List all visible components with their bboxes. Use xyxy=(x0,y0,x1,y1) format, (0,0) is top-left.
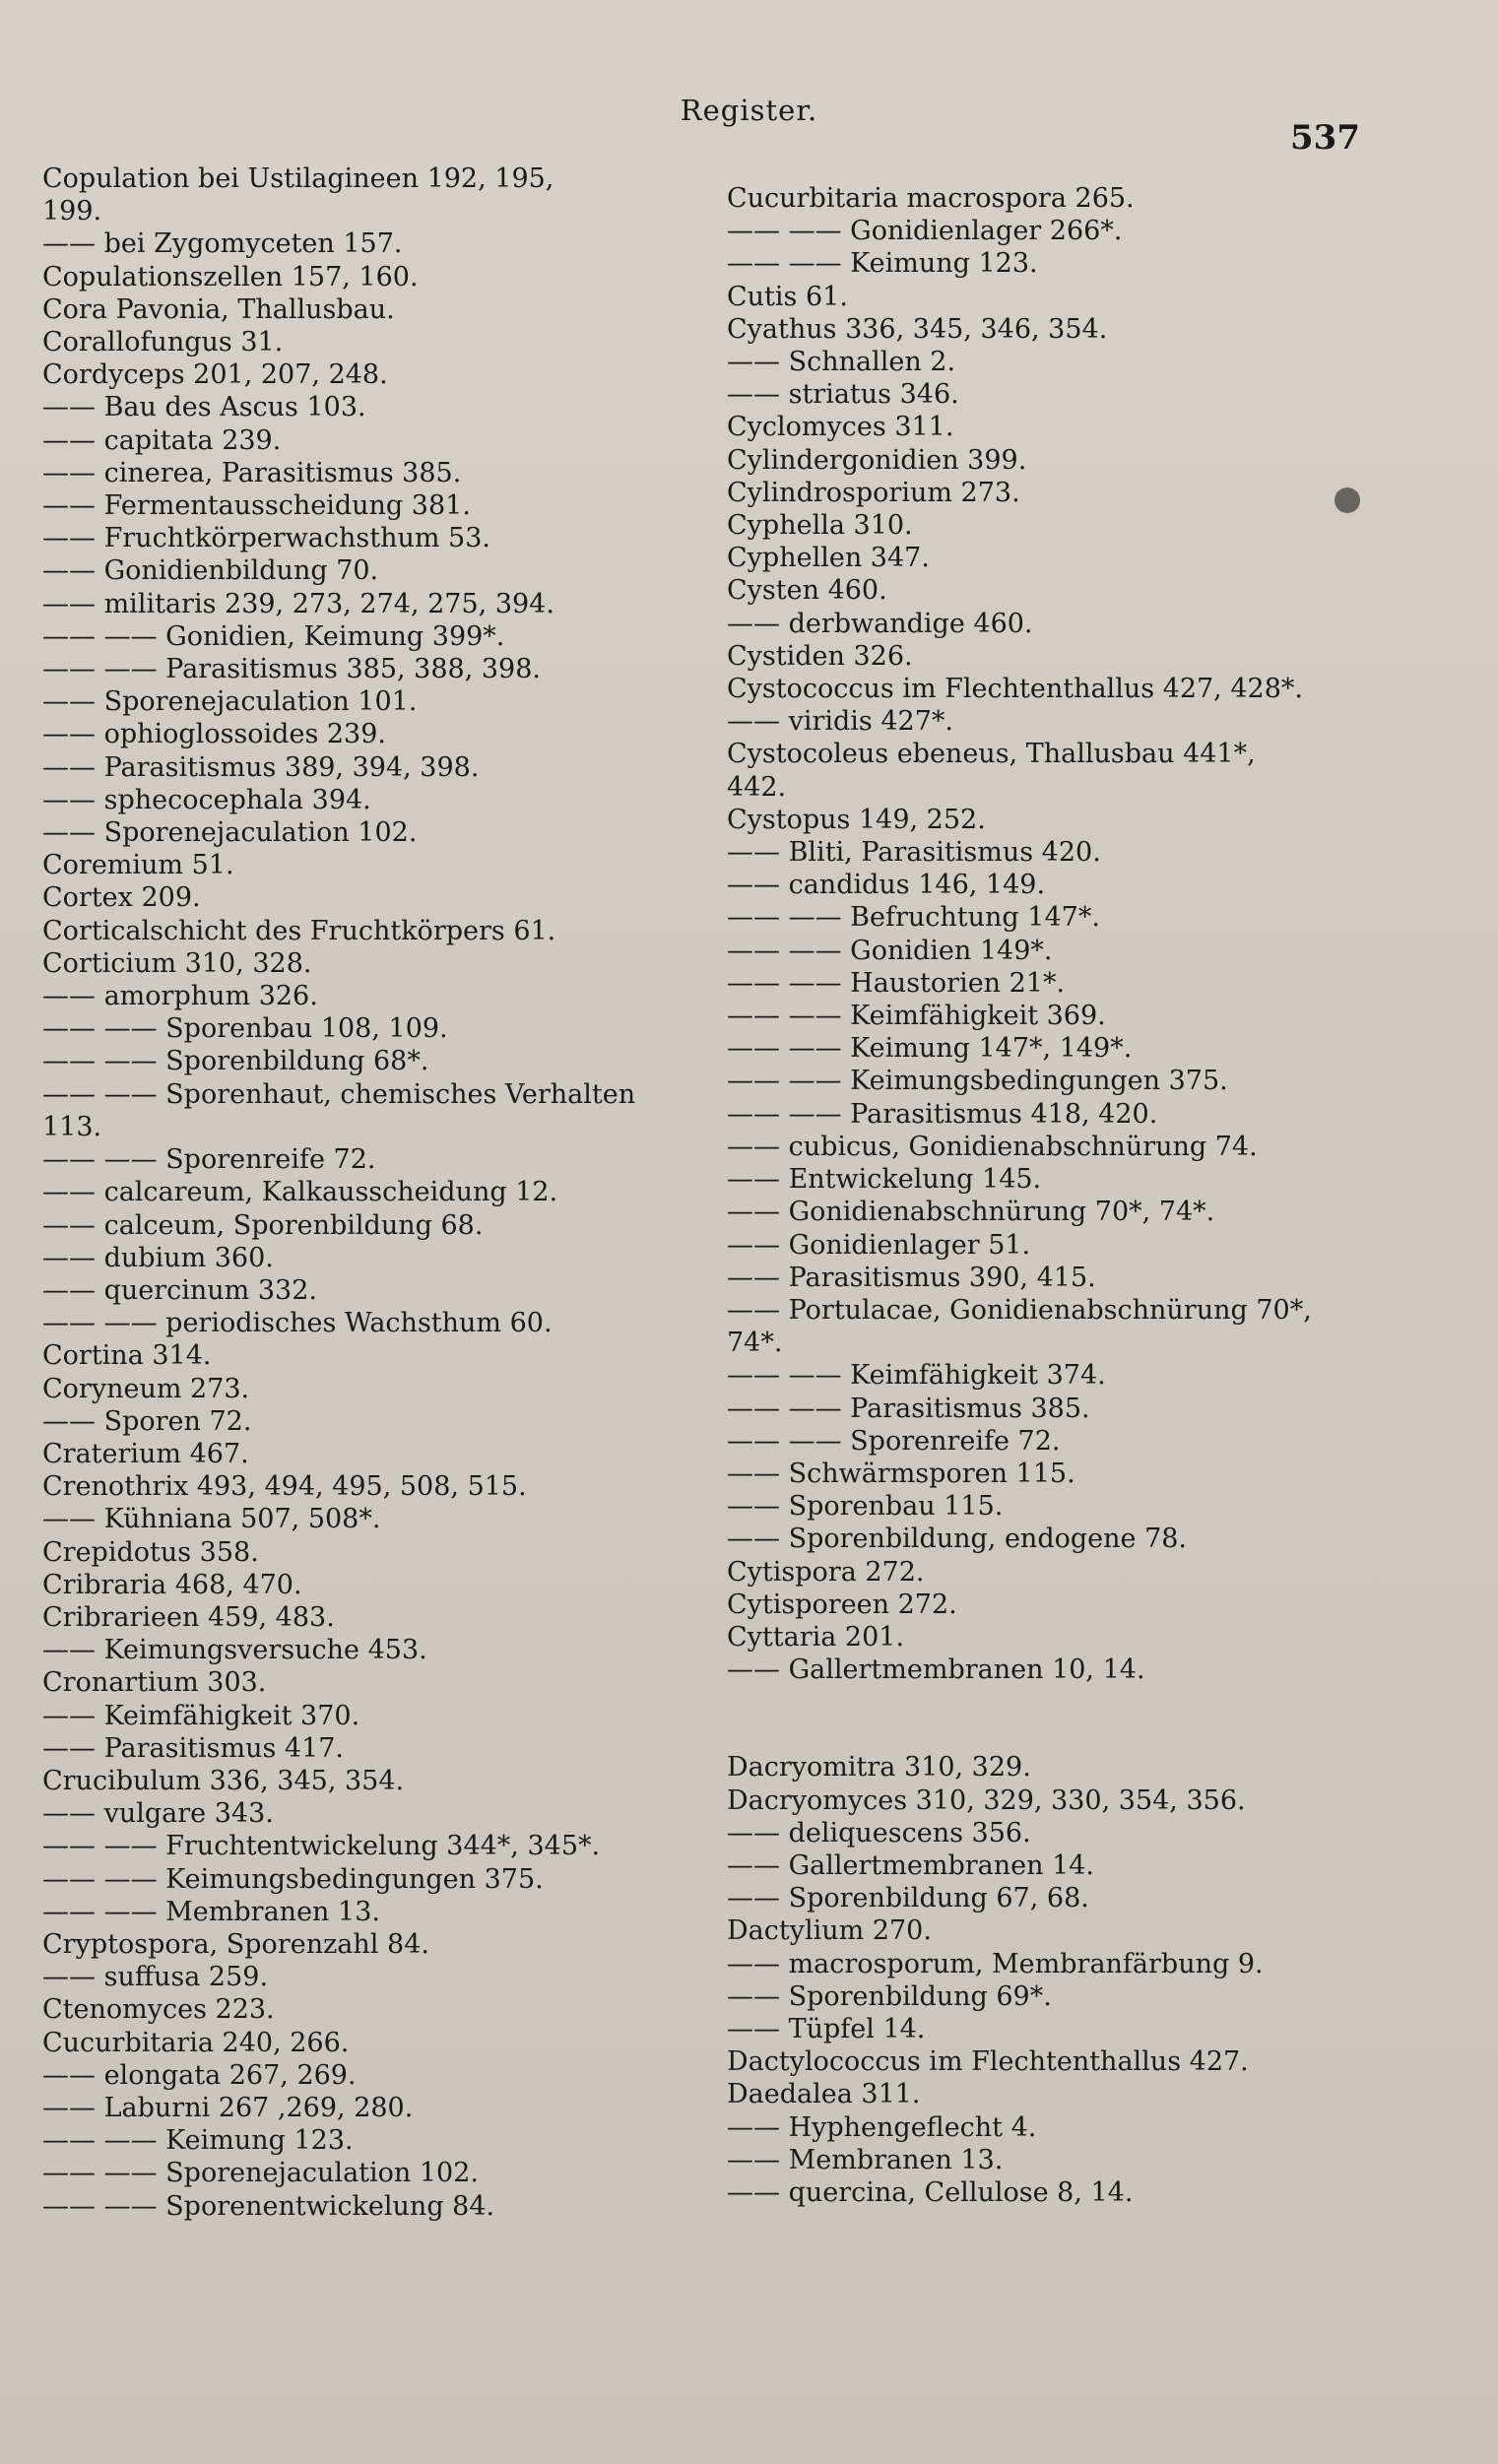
index-entry: —— —— Keimungsbedingungen 375. xyxy=(727,1066,1228,1097)
index-entry: —— —— Sporenbildung 68*. xyxy=(42,1046,429,1077)
index-entry: —— Parasitismus 390, 415. xyxy=(727,1262,1096,1293)
index-section-c xyxy=(727,182,1367,1686)
index-entry: —— —— Gonidienlager 266*. xyxy=(727,216,1123,247)
index-entry: —— capitata 239. xyxy=(42,424,282,456)
index-entry: Cystocoleus ebeneus, Thallusbau 441*, xyxy=(727,739,1256,770)
index-entry: —— quercinum 332. xyxy=(42,1274,317,1306)
index-entry: —— Portulacae, Gonidienabschnürung 70*, xyxy=(727,1294,1312,1326)
index-entry: —— —— Sporenreife 72. xyxy=(42,1144,376,1176)
index-entry: —— Gonidienbildung 70. xyxy=(42,555,379,587)
index-entry: —— Sporenejaculation 101. xyxy=(42,686,418,718)
index-entry: —— —— Gonidien, Keimung 399*. xyxy=(42,620,505,652)
index-entry: Corticalschicht des Fruchtkörpers 61. xyxy=(42,915,556,946)
index-entry: —— Schwärmsporen 115. xyxy=(727,1458,1075,1489)
index-entry: Craterium 467. xyxy=(42,1438,249,1469)
index-entry: —— Sporenbildung, endogene 78. xyxy=(727,1524,1188,1555)
index-entry: —— —— Keimung 123. xyxy=(42,2125,354,2157)
index-entry: —— suffusa 259. xyxy=(42,1962,269,1993)
index-entry: —— Parasitismus 389, 394, 398. xyxy=(42,751,480,783)
index-entry: Cystopus 149, 252. xyxy=(727,804,986,835)
index-entry: —— —— Sporenentwickelung 84. xyxy=(42,2190,495,2222)
index-entry: Cylindrosporium 273. xyxy=(727,477,1020,508)
index-entry: —— —— Keimung 123. xyxy=(727,248,1038,280)
index-entry: —— —— Sporenbau 108, 109. xyxy=(42,1013,448,1045)
index-entry: —— striatus 346. xyxy=(727,379,959,411)
index-entry: —— Hyphengeflecht 4. xyxy=(727,2111,1037,2143)
index-entry: Ctenomyces 223. xyxy=(42,1994,275,2026)
index-entry: —— Bliti, Parasitismus 420. xyxy=(727,837,1101,869)
index-entry: —— —— Sporenhaut, chemisches Verhalten xyxy=(42,1078,636,1110)
index-entry: 199. xyxy=(42,196,102,227)
index-entry: —— candidus 146, 149. xyxy=(727,870,1046,901)
index-entry: Cyphellen 347. xyxy=(727,543,930,574)
index-entry: —— —— Fruchtentwickelung 344*, 345*. xyxy=(42,1831,601,1862)
index-entry: Copulationszellen 157, 160. xyxy=(42,261,419,292)
index-entry: —— viridis 427*. xyxy=(727,706,953,738)
index-entry: —— Gallertmembranen 14. xyxy=(727,1849,1095,1881)
index-entry: 113. xyxy=(42,1111,102,1142)
running-head: Register. xyxy=(680,94,818,127)
index-entry: —— Sporen 72. xyxy=(42,1405,252,1437)
index-entry: —— Fruchtkörperwachsthum 53. xyxy=(42,523,490,554)
index-entry: —— —— Parasitismus 418, 420. xyxy=(727,1098,1158,1130)
ink-smudge xyxy=(1335,487,1360,513)
index-entry: Cordyceps 201, 207, 248. xyxy=(42,359,388,391)
index-entry: —— Sporenejaculation 102. xyxy=(42,817,418,849)
index-entry: Cribrarieen 459, 483. xyxy=(42,1601,335,1633)
index-entry: —— Sporenbau 115. xyxy=(727,1491,1004,1523)
index-entry: —— —— Haustorien 21*. xyxy=(727,967,1066,999)
index-entry: Dactylococcus im Flechtenthallus 427. xyxy=(727,2046,1249,2078)
index-entry: —— deliquescens 356. xyxy=(727,1817,1031,1848)
index-entry: Crepidotus 358. xyxy=(42,1536,259,1568)
index-entry: Cribraria 468, 470. xyxy=(42,1569,302,1600)
index-entry: —— —— Sporenejaculation 102. xyxy=(42,2158,479,2189)
index-entry: Cystiden 326. xyxy=(727,640,913,672)
index-entry: —— Gallertmembranen 10, 14. xyxy=(727,1654,1145,1686)
index-entry: Dacryomyces 310, 329, 330, 354, 356. xyxy=(727,1784,1246,1816)
index-entry: —— cubicus, Gonidienabschnürung 74. xyxy=(727,1131,1258,1162)
index-entry: —— Schnallen 2. xyxy=(727,347,956,378)
index-entry: —— —— Parasitismus 385, 388, 398. xyxy=(42,654,541,685)
index-entry: Cyclomyces 311. xyxy=(727,412,954,443)
index-entry: —— calcareum, Kalkausscheidung 12. xyxy=(42,1177,558,1208)
index-entry: —— Bau des Ascus 103. xyxy=(42,392,366,423)
index-section-d xyxy=(727,1751,1367,2209)
index-entry: Coryneum 273. xyxy=(42,1373,250,1404)
index-entry: —— —— Keimfähigkeit 374. xyxy=(727,1360,1106,1392)
index-entry: —— elongata 267, 269. xyxy=(42,2059,357,2091)
index-entry: Cyathus 336, 345, 346, 354. xyxy=(727,313,1108,345)
index-entry: Crenothrix 493, 494, 495, 508, 515. xyxy=(42,1471,527,1503)
index-entry: —— Entwickelung 145. xyxy=(727,1164,1042,1196)
index-entry: —— Gonidienlager 51. xyxy=(727,1229,1031,1261)
index-entry: —— Sporenbildung 67, 68. xyxy=(727,1883,1089,1914)
index-entry: Cysten 460. xyxy=(727,575,887,607)
index-entry: —— calceum, Sporenbildung 68. xyxy=(42,1209,484,1241)
index-entry: Cyttaria 201. xyxy=(727,1621,905,1653)
index-entry: —— —— Keimfähigkeit 369. xyxy=(727,1001,1106,1032)
index-entry: —— —— Parasitismus 385. xyxy=(727,1393,1090,1424)
index-entry: Corticium 310, 328. xyxy=(42,947,312,979)
index-entry: Dactylium 270. xyxy=(727,1915,932,1947)
page-number: 537 xyxy=(1290,118,1360,158)
index-entry: Cortina 314. xyxy=(42,1340,212,1372)
index-entry: Cucurbitaria 240, 266. xyxy=(42,2027,350,2058)
index-entry: Cytisporeen 272. xyxy=(727,1589,957,1620)
index-column-right xyxy=(727,182,1367,2209)
index-entry: —— militaris 239, 273, 274, 275, 394. xyxy=(42,588,554,619)
index-entry: —— Tüpfel 14. xyxy=(727,2013,926,2044)
index-entry: —— Laburni 267 ,269, 280. xyxy=(42,2092,414,2123)
index-entry: —— sphecocephala 394. xyxy=(42,784,371,815)
index-entry: —— amorphum 326. xyxy=(42,981,318,1012)
index-entry: —— Gonidienabschnürung 70*, 74*. xyxy=(727,1197,1215,1228)
index-entry: Daedalea 311. xyxy=(727,2079,921,2110)
index-entry: —— —— Membranen 13. xyxy=(42,1896,380,1927)
index-entry: —— derbwandige 460. xyxy=(727,608,1033,639)
index-entry: —— Sporenbildung 69*. xyxy=(727,1980,1052,2012)
index-entry: Crucibulum 336, 345, 354. xyxy=(42,1765,405,1796)
index-entry: Cystococcus im Flechtenthallus 427, 428*. xyxy=(727,674,1303,705)
index-entry: —— Keimfähigkeit 370. xyxy=(42,1700,360,1731)
index-entry: —— —— periodisches Wachsthum 60. xyxy=(42,1308,553,1339)
index-entry: —— Parasitismus 417. xyxy=(42,1732,345,1764)
index-entry: —— —— Sporenreife 72. xyxy=(727,1425,1061,1457)
index-entry: 74*. xyxy=(727,1328,783,1359)
index-column-left xyxy=(42,162,683,2223)
index-entry: Coremium 51. xyxy=(42,850,234,881)
index-entry: —— Keimungsversuche 453. xyxy=(42,1635,427,1666)
index-entry: —— Fermentausscheidung 381. xyxy=(42,490,471,522)
index-entry: —— —— Keimung 147*, 149*. xyxy=(727,1033,1133,1065)
index-entry: Cora Pavonia, Thallusbau. xyxy=(42,293,395,325)
index-entry: —— —— Gonidien 149*. xyxy=(727,935,1053,966)
index-entry: Cytispora 272. xyxy=(727,1556,925,1588)
index-entry: —— —— Keimungsbedingungen 375. xyxy=(42,1863,544,1895)
index-entry: Cryptospora, Sporenzahl 84. xyxy=(42,1928,429,1960)
index-entry: —— quercina, Cellulose 8, 14. xyxy=(727,2176,1134,2208)
index-entry: Cutis 61. xyxy=(727,281,848,312)
index-entry: —— bei Zygomyceten 157. xyxy=(42,228,403,260)
section-gap xyxy=(727,1686,1367,1751)
index-entry: Cyphella 310. xyxy=(727,510,913,542)
index-entry: —— vulgare 343. xyxy=(42,1798,274,1830)
index-entry: —— ophioglossoides 239. xyxy=(42,719,386,750)
index-entry: —— macrosporum, Membranfärbung 9. xyxy=(727,1948,1264,1979)
index-entry: Copulation bei Ustilagineen 192, 195, xyxy=(42,163,554,194)
index-entry: Dacryomitra 310, 329. xyxy=(727,1752,1031,1783)
index-entry: Cortex 209. xyxy=(42,882,201,914)
index-entry: Cucurbitaria macrospora 265. xyxy=(727,183,1135,214)
index-entry: Cronartium 303. xyxy=(42,1667,267,1699)
index-entry: —— dubium 360. xyxy=(42,1242,274,1273)
index-entry: —— —— Befruchtung 147*. xyxy=(727,902,1100,934)
index-entry: —— Membranen 13. xyxy=(727,2144,1004,2175)
index-entry: Corallofungus 31. xyxy=(42,327,284,358)
index-entry: 442. xyxy=(727,771,787,803)
index-entry: —— cinerea, Parasitismus 385. xyxy=(42,457,462,488)
index-entry: —— Kühniana 507, 508*. xyxy=(42,1504,381,1535)
index-entry: Cylindergonidien 399. xyxy=(727,444,1027,476)
